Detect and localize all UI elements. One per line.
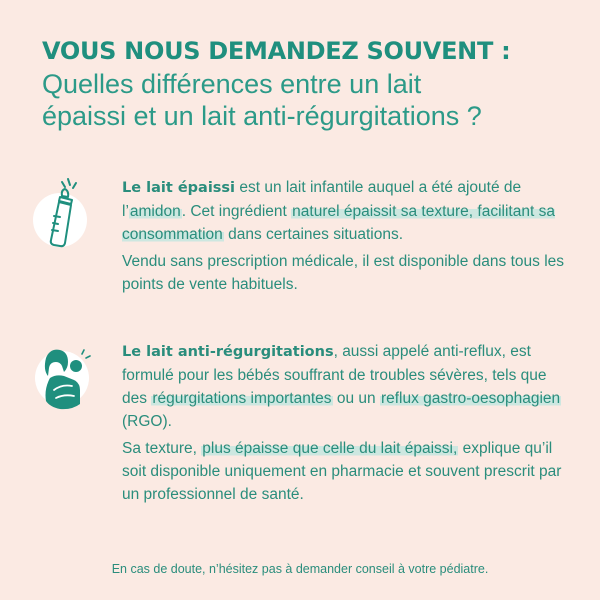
highlight-reflux: reflux gastro-oesophagien (380, 390, 561, 407)
parent-holding-baby-icon (32, 340, 92, 410)
header-question (42, 68, 582, 132)
highlight-texture-epaisse: plus épaisse que celle du lait épaissi, (202, 440, 458, 457)
term-lait-epaissi: Le lait épaissi (122, 180, 236, 196)
block-lait-anti-regurgitations-paragraph-1 (122, 340, 572, 433)
text-run: , aussi appelé anti-reflux, est formulé pour les bébés souffrant de troubles sévères, tels que des (122, 343, 547, 407)
footer-note: En cas de doute, n’hésitez pas à demander conseil à votre pédiatre. (111, 562, 489, 576)
block-lait-epaissi-paragraph-1 (122, 176, 572, 246)
question-line-2: épaissi et un lait anti-régurgitations ? (42, 101, 482, 131)
header-kicker: VOUS NOUS DEMANDEZ SOUVENT : (42, 37, 511, 65)
text-run: Sa texture, (122, 440, 202, 457)
highlight-amidon: amidon (129, 203, 181, 220)
block-lait-epaissi-paragraph-2: Vendu sans prescription médicale, il est disponible dans tous les points de vente habituels. (122, 253, 565, 293)
header (42, 36, 582, 132)
block-lait-anti-regurgitations-text (122, 340, 572, 506)
text-run: dans certaines situations. (223, 226, 404, 243)
text-run: . Cet ingrédient (181, 203, 292, 220)
text-run: (RGO). (122, 413, 172, 430)
text-run: est un lait infantile auquel a été ajouté de l’ (122, 179, 522, 220)
block-lait-epaissi-text (122, 176, 572, 296)
block-lait-anti-regurgitations-paragraph-2 (122, 437, 572, 506)
highlight-regurgitations: régurgitations importantes (152, 390, 332, 407)
term-lait-anti-regurgitations: Le lait anti-régurgitations (122, 344, 334, 360)
text-run: explique qu’il soit disponible uniquement en pharmacie et souvent prescrit par un professionnel de santé. (122, 440, 562, 503)
text-run: ou un (332, 390, 380, 407)
question-line-1: Quelles différences entre un lait (42, 69, 422, 99)
baby-bottle-icon (32, 176, 92, 246)
highlight-texture: naturel épaissit sa texture, facilitant sa consommation (122, 203, 555, 243)
